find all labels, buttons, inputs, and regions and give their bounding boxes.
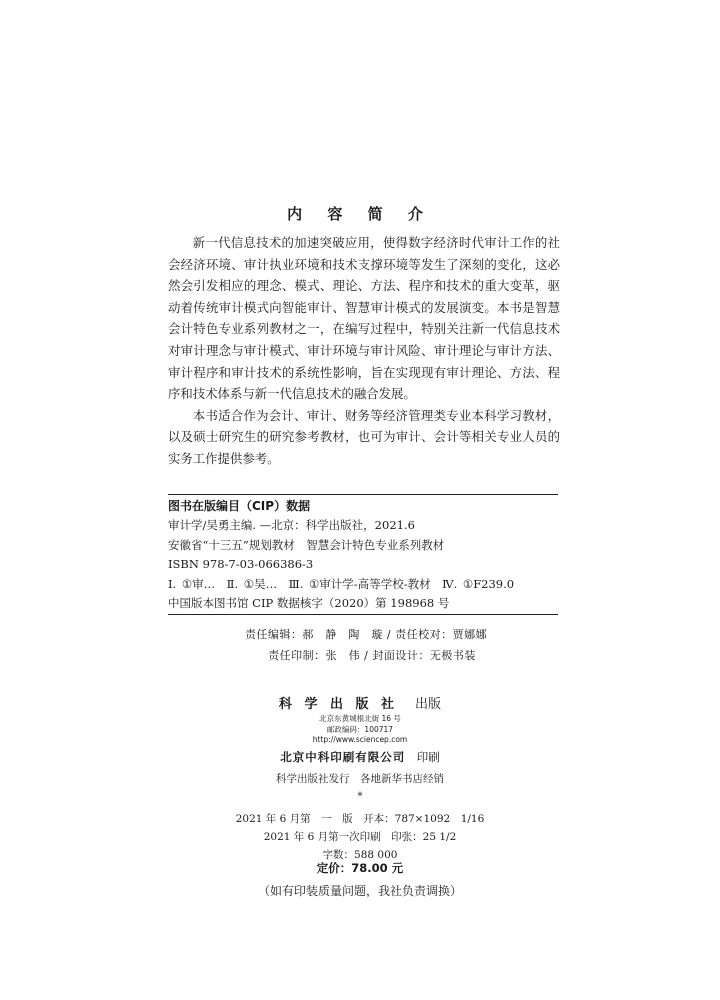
cip-line-isbn: ISBN 978-7-03-066386-3 [168,557,314,572]
publisher-name-text: 科 学 出 版 社 [278,697,399,712]
edition-line: 2021 年 6 月第 一 版 开本：787×1092 1/16 [235,813,485,825]
distribution-line: 科学出版社发行 各地新华书店经销 [276,772,444,785]
publisher-name [0,696,720,714]
printer-line [0,747,720,767]
publisher-website: http://www.sciencep.com [312,735,408,744]
cip-top-rule [168,494,558,495]
summary-paragraph: 新一代信息技术的加速突破应用，使得数字经济时代审计工作的社会经济环境、审计执业环境和技术支撑环境等发生了深刻的变化，这必然会引发相应的理念、模式、理论、方法、程序和技术的重大变革，驱动着传统审计模式向智能审计、智慧审计模式的发展演变。本书是智慧会计特色专业系列教材之一，在编写过程中，特别关注新一代信息技术对审计理念与审计模式、审计环境与审计风险、审计理论与审计方法、审计程序和审计技术的系统性影响，旨在实现现有审计理论、方法、程序和技术体系与新一代信息技术的融合发展。 [168,235,560,402]
separator-star: * [357,790,363,802]
responsibility-editors: 责任编辑：郝 静 陶 璇 / 责任校对：贾娜娜 [244,628,488,641]
quality-notice: （如有印装质量问题，我社负责调换） [257,884,462,898]
word-count-line: 字数：588 000 [322,849,398,861]
printing-line: 2021 年 6 月第一次印刷 印张：25 1/2 [263,831,457,843]
cip-line-title: 审计学/吴勇主编. —北京：科学出版社，2021.6 [168,518,415,532]
responsibility-printing: 责任印制：张 伟 / 封面设计：无极书装 [268,649,476,662]
publisher-name-suffix: 出版 [415,697,442,712]
cip-heading: 图书在版编目（CIP）数据 [168,499,311,513]
edition-info [0,810,720,864]
cip-block [168,494,558,615]
publisher-block [0,696,720,803]
publisher-postcode: 邮政编码：100717 [326,724,394,734]
printer-suffix: 印刷 [416,749,440,764]
summary-body [168,232,560,470]
summary-paragraph: 本书适合作为会计、审计、财务等经济管理类专业本科学习教材，以及硕士研究生的研究参考教材，也可为审计、会计等相关专业人员的实务工作提供参考。 [168,407,560,466]
summary-title: 内 容 简 介 [287,205,433,223]
printer-name: 北京中科印刷有限公司 [280,749,406,764]
cip-line-series: 安徽省“十三五”规划教材 智慧会计特色专业系列教材 [168,537,445,552]
price: 定价：78.00 元 [316,861,404,875]
cip-bottom-rule [168,614,558,615]
cip-line-record: 中国版本图书馆 CIP 数据核字（2020）第 198968 号 [168,596,450,611]
publisher-address: 北京东黄城根北街 16 号 [319,714,401,723]
cip-line-classification: Ⅰ. ①审… Ⅱ. ①吴… Ⅲ. ①审计学-高等学校-教材 Ⅳ. ①F239.0 [168,576,515,591]
